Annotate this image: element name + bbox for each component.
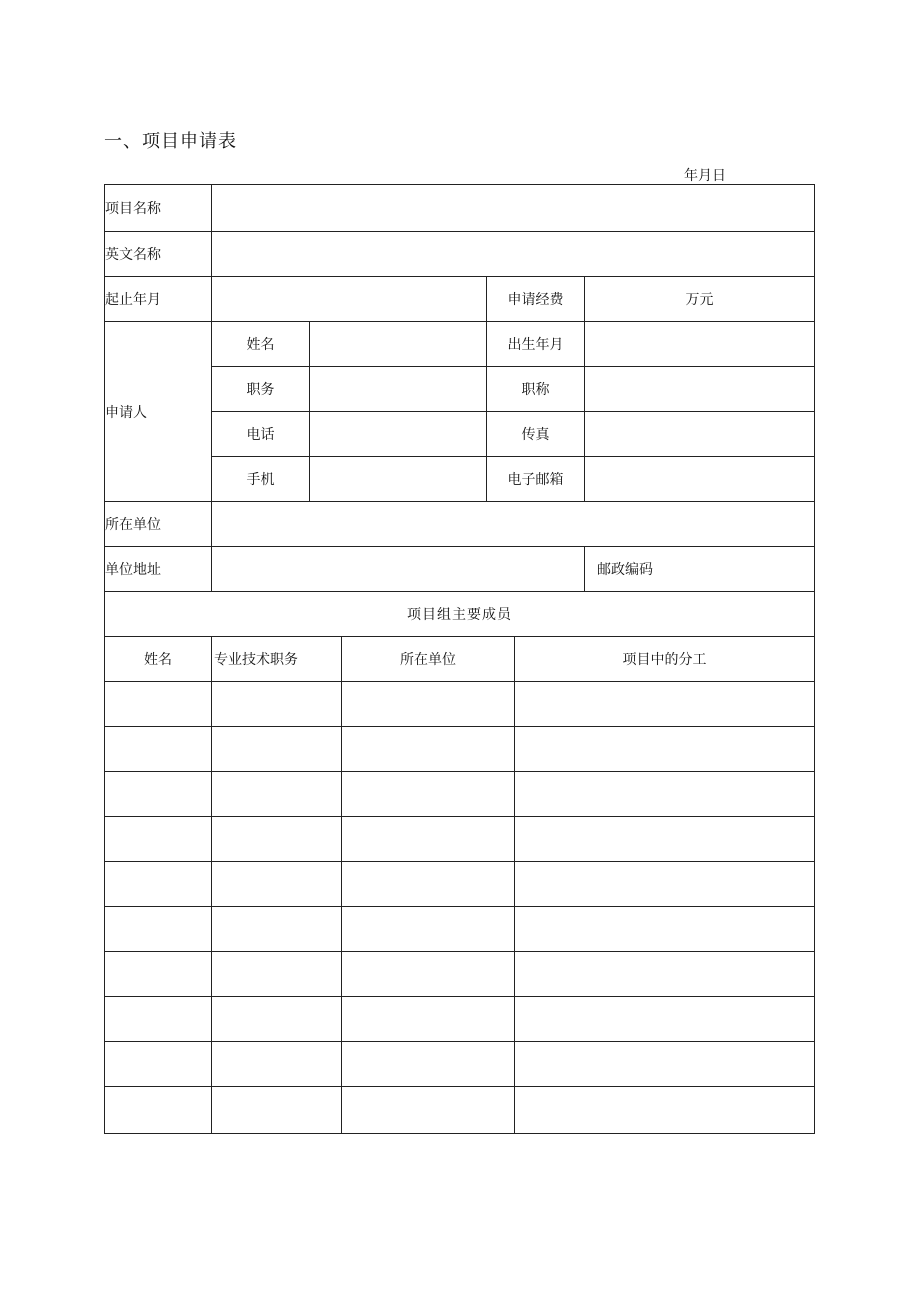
project-name-row (105, 185, 815, 232)
period-label: 起止年月 (105, 277, 212, 322)
member-name-cell[interactable] (105, 907, 212, 952)
member-name-cell[interactable] (105, 1042, 212, 1087)
member-name-cell[interactable] (105, 1087, 212, 1134)
member-name-cell[interactable] (105, 727, 212, 772)
applicant-name-row (105, 322, 815, 367)
member-row (105, 772, 815, 817)
postcode-label: 邮政编码 (585, 547, 815, 592)
member-title-cell[interactable] (212, 907, 342, 952)
title-label: 职称 (487, 367, 585, 412)
member-title-cell[interactable] (212, 997, 342, 1042)
member-role-cell[interactable] (515, 952, 815, 997)
member-unit-cell[interactable] (342, 952, 515, 997)
member-title-cell[interactable] (212, 862, 342, 907)
member-name-cell[interactable] (105, 817, 212, 862)
unit-label: 所在单位 (105, 502, 212, 547)
project-name-field[interactable] (212, 185, 815, 232)
member-unit-cell[interactable] (342, 817, 515, 862)
applicant-position-row (105, 367, 815, 412)
applicant-name-label: 姓名 (212, 322, 310, 367)
birth-label: 出生年月 (487, 322, 585, 367)
birth-field[interactable] (585, 322, 815, 367)
member-title-cell[interactable] (212, 727, 342, 772)
funding-field[interactable]: 万元 (585, 277, 815, 322)
member-title-cell[interactable] (212, 682, 342, 727)
member-unit-cell[interactable] (342, 907, 515, 952)
position-label: 职务 (212, 367, 310, 412)
phone-label: 电话 (212, 412, 310, 457)
member-row (105, 862, 815, 907)
member-role-cell[interactable] (515, 682, 815, 727)
member-title-cell[interactable] (212, 952, 342, 997)
address-field[interactable] (212, 547, 585, 592)
project-name-label: 项目名称 (105, 185, 212, 232)
member-row (105, 727, 815, 772)
english-name-label: 英文名称 (105, 232, 212, 277)
member-unit-cell[interactable] (342, 682, 515, 727)
member-name-cell[interactable] (105, 772, 212, 817)
column-header-professional-title: 专业技术职务 (212, 637, 342, 682)
funding-label: 申请经费 (487, 277, 585, 322)
period-field[interactable] (212, 277, 487, 322)
member-role-cell[interactable] (515, 772, 815, 817)
member-unit-cell[interactable] (342, 772, 515, 817)
page-title: 一、项目申请表 (104, 131, 237, 152)
member-unit-cell[interactable] (342, 997, 515, 1042)
phone-field[interactable] (310, 412, 487, 457)
member-name-cell[interactable] (105, 682, 212, 727)
mobile-field[interactable] (310, 457, 487, 502)
member-row (105, 817, 815, 862)
applicant-section-label: 申请人 (105, 322, 212, 502)
member-row (105, 952, 815, 997)
member-row (105, 682, 815, 727)
member-title-cell[interactable] (212, 772, 342, 817)
member-role-cell[interactable] (515, 997, 815, 1042)
member-row (105, 997, 815, 1042)
column-header-role: 项目中的分工 (515, 637, 815, 682)
address-label: 单位地址 (105, 547, 212, 592)
member-name-cell[interactable] (105, 997, 212, 1042)
member-role-cell[interactable] (515, 817, 815, 862)
members-section-title: 项目组主要成员 (105, 592, 815, 637)
position-field[interactable] (310, 367, 487, 412)
member-unit-cell[interactable] (342, 862, 515, 907)
applicant-mobile-row (105, 457, 815, 502)
address-row (105, 547, 815, 592)
member-title-cell[interactable] (212, 817, 342, 862)
fax-label: 传真 (487, 412, 585, 457)
member-name-cell[interactable] (105, 952, 212, 997)
member-role-cell[interactable] (515, 1042, 815, 1087)
mobile-label: 手机 (212, 457, 310, 502)
member-row (105, 1042, 815, 1087)
column-header-name: 姓名 (105, 637, 212, 682)
member-role-cell[interactable] (515, 1087, 815, 1134)
unit-row (105, 502, 815, 547)
member-title-cell[interactable] (212, 1087, 342, 1134)
email-field[interactable] (585, 457, 815, 502)
member-title-cell[interactable] (212, 1042, 342, 1087)
email-label: 电子邮箱 (487, 457, 585, 502)
title-field[interactable] (585, 367, 815, 412)
member-role-cell[interactable] (515, 862, 815, 907)
member-role-cell[interactable] (515, 727, 815, 772)
members-header-row (105, 637, 815, 682)
member-unit-cell[interactable] (342, 1042, 515, 1087)
applicant-phone-row (105, 412, 815, 457)
fax-field[interactable] (585, 412, 815, 457)
application-form-table (104, 184, 815, 1134)
unit-field[interactable] (212, 502, 815, 547)
member-name-cell[interactable] (105, 862, 212, 907)
applicant-name-field[interactable] (310, 322, 487, 367)
period-row (105, 277, 815, 322)
date-line: 年月日 (684, 168, 726, 184)
column-header-unit: 所在单位 (342, 637, 515, 682)
members-section-row (105, 592, 815, 637)
member-role-cell[interactable] (515, 907, 815, 952)
member-row (105, 907, 815, 952)
english-name-field[interactable] (212, 232, 815, 277)
member-unit-cell[interactable] (342, 1087, 515, 1134)
member-row (105, 1087, 815, 1134)
member-unit-cell[interactable] (342, 727, 515, 772)
english-name-row (105, 232, 815, 277)
